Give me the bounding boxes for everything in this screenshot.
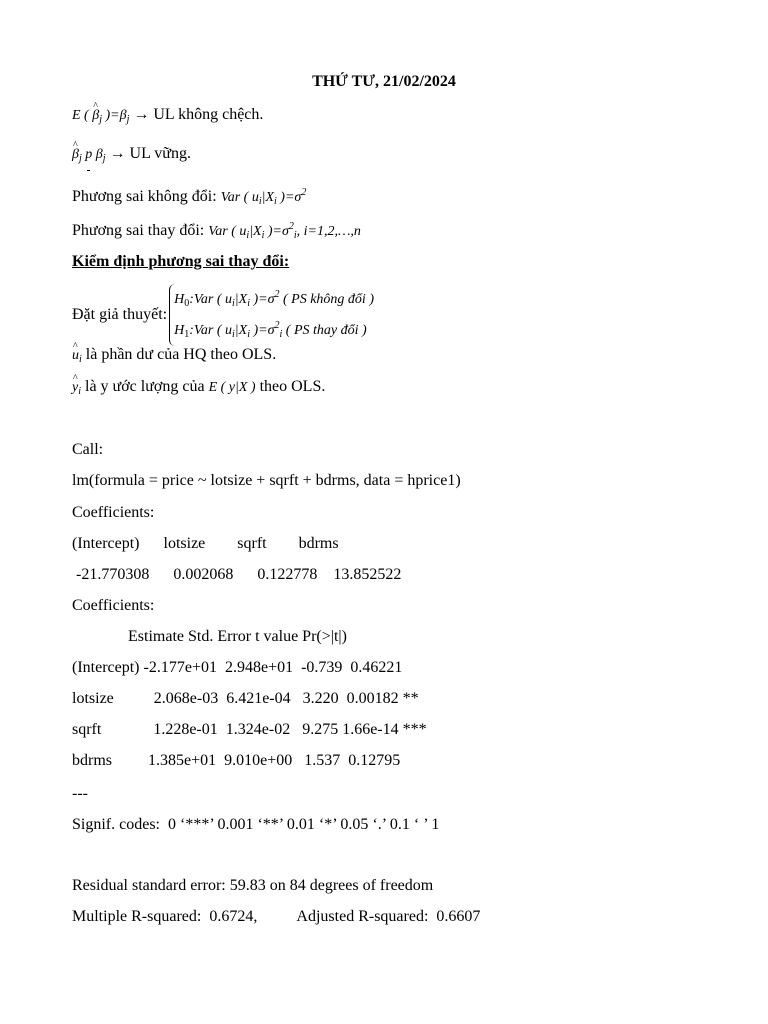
hypothesis-brace [169, 284, 374, 346]
h1-formula: $H_1:Var$ ( $u_i|X_i$ )$=\sigma^2_i$ ( PS thay đổi ) [174, 320, 367, 340]
call-label: Call: [72, 441, 104, 458]
consistent-line: ^ $\beta_j$ p $\beta_j$ → UL vững. [72, 144, 191, 169]
table-row: sqrft 1.228e-01 1.324e-02 9.275 1.66e-14 *** [72, 721, 427, 738]
conditional-expectation: E ( y|X ) [208, 380, 256, 395]
unbiased-line: E ( ^ $\beta_j$ )$=\beta_j$ → UL không chệch. [72, 105, 263, 130]
fitted-line: ^ $y_i$ là y ước lượng của E ( y|X ) theo OLS. [72, 377, 325, 402]
residual-symbol: ^ $u_i$ [72, 348, 82, 363]
signif-codes: Signif. codes: 0 ‘***’ 0.001 ‘**’ 0.01 ‘*’ 0.05 ‘.’ 0.1 ‘ ’ 1 [72, 816, 440, 833]
h0-formula: $H_0:Var$ ( $u_i|X_i$ )$=\sigma^2$ ( PS không đổi ) [174, 289, 374, 309]
residual-line: ^ $u_i$ là phần dư của HQ theo OLS. [72, 345, 276, 370]
coefficients-label-2: Coefficients: [72, 597, 155, 614]
separator: --- [72, 785, 88, 802]
expectation-formula: E ( ^ $\beta_j$ )$=\beta_j$ [72, 108, 129, 123]
coef-header: (Intercept) lotsize sqrft bdrms [72, 535, 339, 552]
heteroskedastic-formula: Var ( $u_i|X_i$ )$=\sigma^2_i$, i=1,2,…,n [208, 221, 361, 241]
residual-standard-error: Residual standard error: 59.83 on 84 degrees of freedom [72, 877, 434, 894]
coef-values: -21.770308 0.002068 0.122778 13.852522 [72, 566, 402, 583]
table-header: Estimate Std. Error t value Pr(>|t|) [72, 628, 347, 645]
coefficients-label: Coefficients: [72, 504, 155, 521]
section-heading: Kiểm định phương sai thay đổi: [72, 253, 290, 270]
fitted-symbol: ^ $y_i$ [72, 380, 81, 395]
call-formula: lm(formula = price ~ lotsize + sqrft + bdrms, data = hprice1) [72, 472, 461, 489]
heteroskedastic-line: Phương sai thay đổi: Var ( $u_i|X_i$ )$=\sigma^2_i$, i=1,2,…,n [72, 221, 361, 241]
plim-formula: ^ $\beta_j$ p $\beta_j$ [72, 147, 106, 162]
hypothesis-line: Đặt giả $thuyết:H_0:Var$ ( $u_i|X_i$ )$=\sigma^2$ ( PS không đổi ) $H_1:Var$ ( $u_i|X_i$ )$=\sigma^2_i$ ( PS thay đổi ) [72, 284, 374, 346]
homoskedastic-line: Phương sai không đổi: Var ( $u_i|X_i$ )$=\sigma^2$ [72, 187, 307, 207]
r-squared: Multiple R-squared: 0.6724, Adjusted R-squared: 0.6607 [72, 908, 481, 925]
table-row: bdrms 1.385e+01 9.010e+00 1.537 0.12795 [72, 752, 401, 769]
page-title: THỨ TƯ, 21/02/2024 [312, 73, 456, 90]
table-row: lotsize 2.068e-03 6.421e-04 3.220 0.00182 ** [72, 690, 419, 707]
table-row: (Intercept) -2.177e+01 2.948e+01 -0.739 0.46221 [72, 659, 403, 676]
homoskedastic-formula: Var ( $u_i|X_i$ )$=\sigma^2$ [220, 187, 307, 207]
